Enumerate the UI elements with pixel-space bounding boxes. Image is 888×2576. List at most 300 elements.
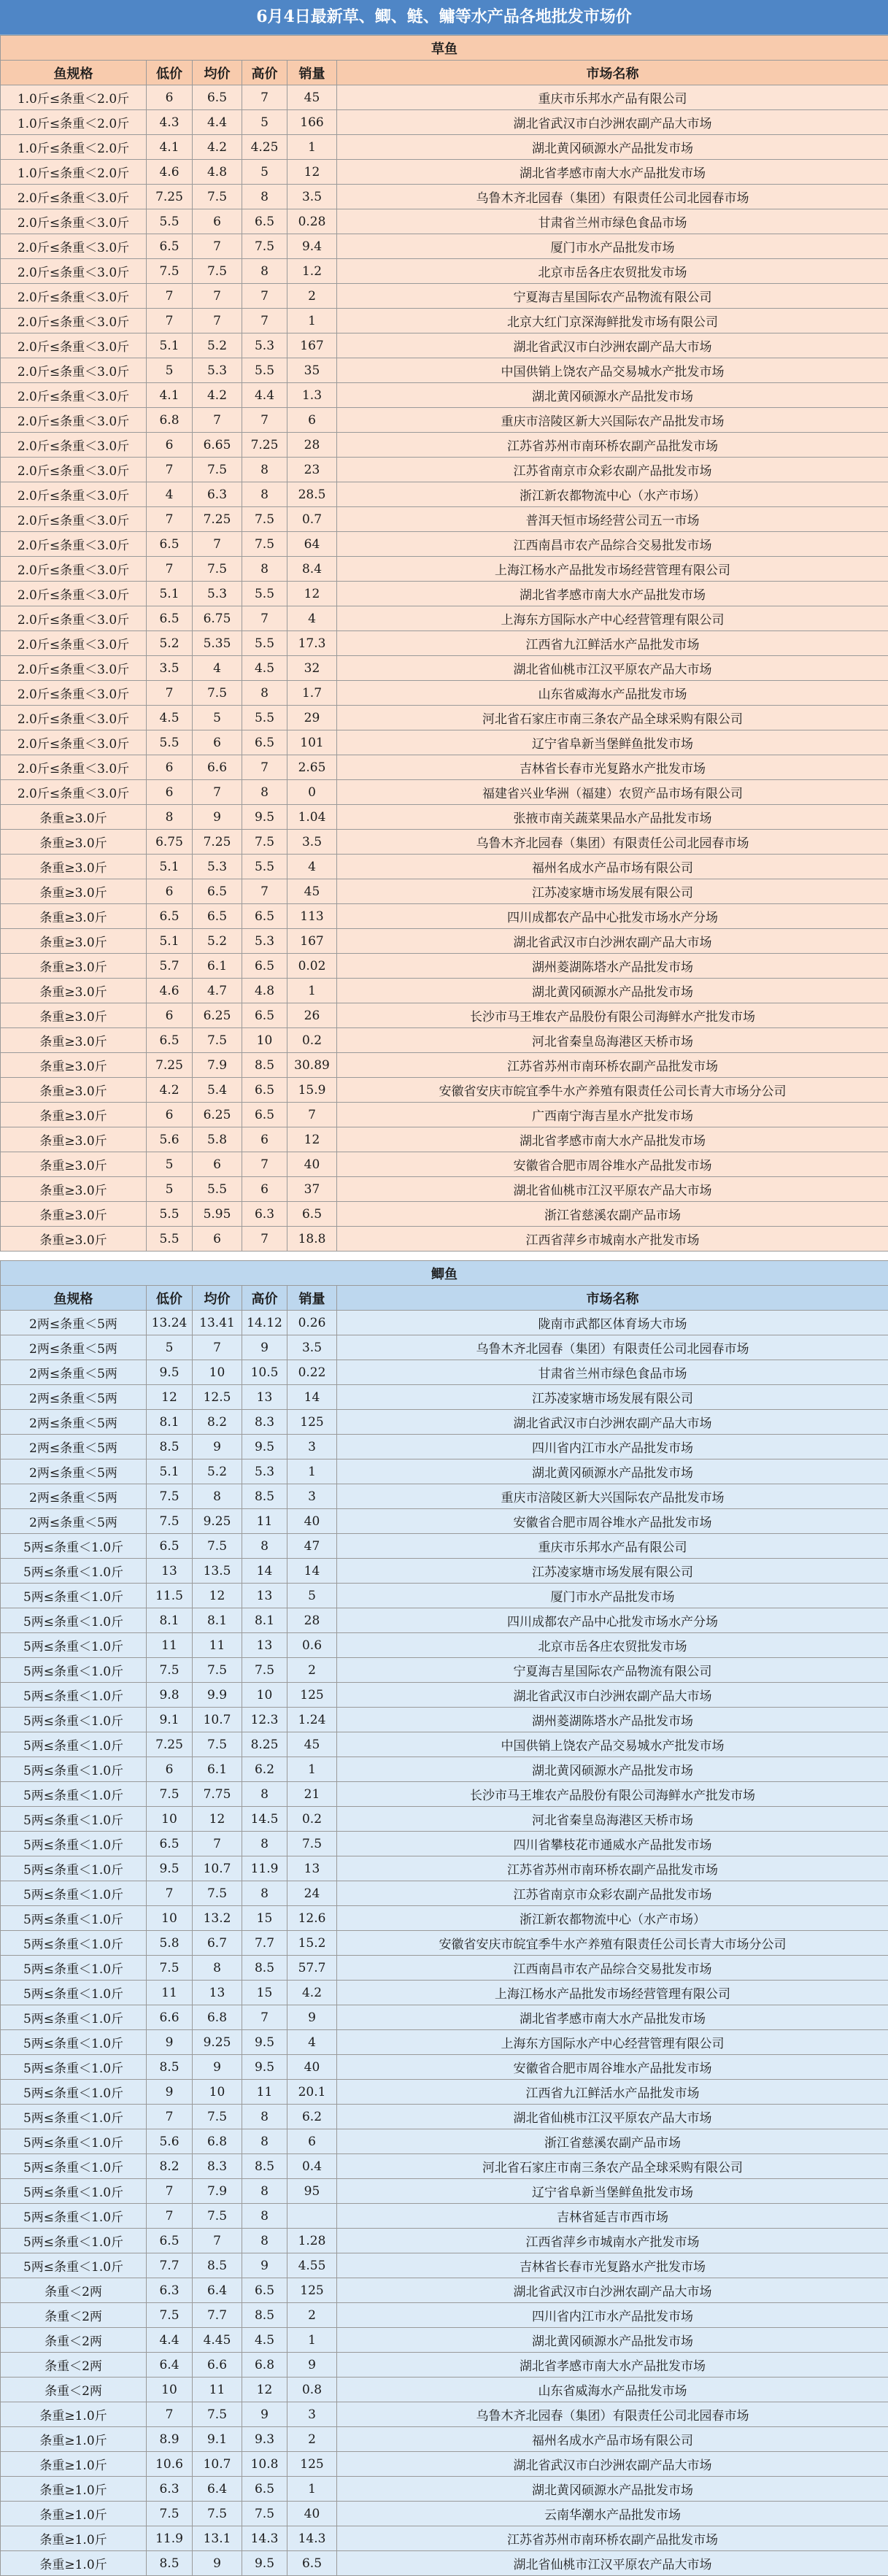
- market-name-cell: 甘肃省兰州市绿色食品市场: [337, 1360, 888, 1385]
- fish-spec-cell: 5两≤条重＜1.0斤: [1, 2253, 147, 2278]
- fish-spec-cell: 5两≤条重＜1.0斤: [1, 1956, 147, 1981]
- avg-price-cell: 5.3: [193, 358, 242, 383]
- fish-spec-cell: 5两≤条重＜1.0斤: [1, 2055, 147, 2080]
- fish-spec-cell: 5两≤条重＜1.0斤: [1, 1931, 147, 1956]
- high-price-cell: 4.5: [242, 2328, 287, 2353]
- avg-price-cell: 5: [193, 706, 242, 730]
- fish-spec-cell: 5两≤条重＜1.0斤: [1, 2129, 147, 2154]
- avg-price-cell: 6.8: [193, 2129, 242, 2154]
- avg-price-cell: 7: [193, 284, 242, 309]
- avg-price-cell: 4: [193, 656, 242, 681]
- avg-price-cell: 6.3: [193, 482, 242, 507]
- market-name-cell: 江西南昌市农产品综合交易批发市场: [337, 532, 888, 557]
- volume-cell: 8.4: [287, 557, 337, 582]
- table-row: [1, 1385, 888, 1410]
- market-name-cell: 江苏省苏州市南环桥农副产品批发市场: [337, 2526, 888, 2551]
- avg-price-cell: 6: [193, 730, 242, 755]
- low-price-cell: 7: [147, 2105, 193, 2129]
- table-row: [1, 1410, 888, 1435]
- volume-cell: 9.4: [287, 234, 337, 259]
- section-title: 鲫鱼: [1, 1261, 888, 1286]
- volume-cell: 3: [287, 1484, 337, 1509]
- high-price-cell: 4.5: [242, 656, 287, 681]
- high-price-cell: 8.5: [242, 1484, 287, 1509]
- high-price-cell: 7: [242, 606, 287, 631]
- high-price-cell: 11: [242, 1509, 287, 1534]
- high-price-cell: 13: [242, 1385, 287, 1410]
- high-price-cell: 10: [242, 1683, 287, 1708]
- table-row: [1, 2030, 888, 2055]
- avg-price-cell: 6.6: [193, 755, 242, 780]
- avg-price-cell: 5.2: [193, 1459, 242, 1484]
- market-name-cell: 湖北省孝感市南大水产品批发市场: [337, 582, 888, 606]
- fish-spec-cell: 2.0斤≤条重＜3.0斤: [1, 755, 147, 780]
- avg-price-cell: 10.7: [193, 2452, 242, 2477]
- low-price-header: 低价: [147, 1286, 193, 1311]
- high-price-cell: 7.5: [242, 830, 287, 855]
- avg-price-cell: 6.8: [193, 2005, 242, 2030]
- market-name-cell: 上海东方国际水产中心经营管理有限公司: [337, 606, 888, 631]
- market-name-cell: 北京市岳各庄农贸批发市场: [337, 259, 888, 284]
- low-price-cell: 7.25: [147, 185, 193, 209]
- fish-spec-cell: 条重≥3.0斤: [1, 904, 147, 929]
- avg-price-cell: 7.5: [193, 259, 242, 284]
- avg-price-cell: 6: [193, 1227, 242, 1252]
- avg-price-cell: 8.2: [193, 1410, 242, 1435]
- market-name-cell: 江西省萍乡市城南水产批发市场: [337, 2229, 888, 2253]
- volume-cell: 2.65: [287, 755, 337, 780]
- table-row: [1, 1981, 888, 2005]
- fish-spec-cell: 条重＜2两: [1, 2278, 147, 2303]
- avg-price-cell: 8.1: [193, 1608, 242, 1633]
- high-price-cell: 10.8: [242, 2452, 287, 2477]
- avg-price-cell: 5.95: [193, 1202, 242, 1227]
- high-price-cell: 7.5: [242, 234, 287, 259]
- low-price-cell: 4.6: [147, 979, 193, 1003]
- low-price-cell: 4.4: [147, 2328, 193, 2353]
- avg-price-cell: 10: [193, 2080, 242, 2105]
- market-name-cell: 江苏凌家塘市场发展有限公司: [337, 1559, 888, 1584]
- avg-price-cell: 11: [193, 2378, 242, 2402]
- high-price-cell: 6.5: [242, 904, 287, 929]
- fish-spec-cell: 2.0斤≤条重＜3.0斤: [1, 631, 147, 656]
- table-row: [1, 830, 888, 855]
- low-price-cell: 6.75: [147, 830, 193, 855]
- fish-spec-cell: 条重＜2两: [1, 2328, 147, 2353]
- avg-price-cell: 6.4: [193, 2278, 242, 2303]
- volume-cell: 18.8: [287, 1227, 337, 1252]
- fish-spec-cell: 条重≥3.0斤: [1, 1078, 147, 1103]
- fish-spec-cell: 5两≤条重＜1.0斤: [1, 1584, 147, 1608]
- table-row: [1, 2378, 888, 2402]
- avg-price-cell: 4.4: [193, 110, 242, 135]
- avg-price-cell: 8.5: [193, 2253, 242, 2278]
- low-price-cell: 13.24: [147, 1311, 193, 1335]
- table-row: [1, 1906, 888, 1931]
- volume-cell: 28: [287, 1608, 337, 1633]
- avg-price-header: 均价: [193, 1286, 242, 1311]
- volume-cell: 12: [287, 160, 337, 185]
- table-row: [1, 1177, 888, 1202]
- fish-spec-cell: 条重≥1.0斤: [1, 2427, 147, 2452]
- high-price-cell: 9: [242, 1335, 287, 1360]
- volume-cell: 125: [287, 1683, 337, 1708]
- low-price-cell: 5.8: [147, 1931, 193, 1956]
- high-price-cell: 7.5: [242, 532, 287, 557]
- fish-spec-cell: 条重≥1.0斤: [1, 2551, 147, 2576]
- high-price-cell: 8.5: [242, 2303, 287, 2328]
- table-row: [1, 1832, 888, 1856]
- volume-cell: 0.02: [287, 954, 337, 979]
- table-row: [1, 1053, 888, 1078]
- fish-spec-cell: 条重＜2两: [1, 2353, 147, 2378]
- avg-price-cell: 4.2: [193, 383, 242, 408]
- avg-price-cell: 12: [193, 1807, 242, 1832]
- avg-price-cell: 7: [193, 408, 242, 433]
- table-row: [1, 259, 888, 284]
- fish-spec-cell: 1.0斤≤条重＜2.0斤: [1, 135, 147, 160]
- table-row: [1, 358, 888, 383]
- avg-price-cell: 6: [193, 209, 242, 234]
- volume-cell: 12: [287, 582, 337, 606]
- low-price-cell: 4.2: [147, 1078, 193, 1103]
- volume-cell: 2: [287, 284, 337, 309]
- low-price-cell: 7: [147, 309, 193, 333]
- avg-price-cell: 9.25: [193, 1509, 242, 1534]
- low-price-cell: 6: [147, 780, 193, 805]
- avg-price-cell: 7: [193, 234, 242, 259]
- avg-price-cell: 7.25: [193, 507, 242, 532]
- high-price-cell: 6.2: [242, 1757, 287, 1782]
- market-name-cell: 江西南昌市农产品综合交易批发市场: [337, 1956, 888, 1981]
- volume-cell: 35: [287, 358, 337, 383]
- volume-cell: 0.26: [287, 1311, 337, 1335]
- high-price-cell: 6.5: [242, 2278, 287, 2303]
- volume-cell: 1: [287, 309, 337, 333]
- low-price-cell: 7.5: [147, 2502, 193, 2526]
- table-row: [1, 1683, 888, 1708]
- fish-spec-cell: 条重≥3.0斤: [1, 1152, 147, 1177]
- high-price-cell: 7.5: [242, 1658, 287, 1683]
- fish-spec-cell: 条重≥3.0斤: [1, 1053, 147, 1078]
- table-row: [1, 755, 888, 780]
- avg-price-cell: 5.8: [193, 1127, 242, 1152]
- market-name-cell: 上海江杨水产品批发市场经营管理有限公司: [337, 1981, 888, 2005]
- market-name-cell: 湖州菱湖陈塔水产品批发市场: [337, 954, 888, 979]
- fish-spec-cell: 2.0斤≤条重＜3.0斤: [1, 383, 147, 408]
- avg-price-cell: 7.5: [193, 557, 242, 582]
- table-row: [1, 1807, 888, 1832]
- volume-cell: 1: [287, 1459, 337, 1484]
- table-row: [1, 1360, 888, 1385]
- market-name-cell: 四川成都农产品中心批发市场水产分场: [337, 1608, 888, 1633]
- low-price-cell: 11: [147, 1633, 193, 1658]
- fish-spec-cell: 5两≤条重＜1.0斤: [1, 1683, 147, 1708]
- volume-cell: 15.9: [287, 1078, 337, 1103]
- volume-cell: 47: [287, 1534, 337, 1559]
- market-name-cell: 湖北省仙桃市江汉平原农产品大市场: [337, 2105, 888, 2129]
- volume-cell: 30.89: [287, 1053, 337, 1078]
- volume-cell: 7.5: [287, 1832, 337, 1856]
- table-row: [1, 929, 888, 954]
- fish-spec-cell: 条重≥1.0斤: [1, 2402, 147, 2427]
- market-name-cell: 江苏省苏州市南环桥农副产品批发市场: [337, 1053, 888, 1078]
- volume-cell: 17.3: [287, 631, 337, 656]
- low-price-cell: 11.5: [147, 1584, 193, 1608]
- high-price-cell: 7.5: [242, 507, 287, 532]
- volume-cell: 29: [287, 706, 337, 730]
- table-row: [1, 2353, 888, 2378]
- table-row: [1, 433, 888, 458]
- table-row: [1, 656, 888, 681]
- high-price-cell: 8.25: [242, 1732, 287, 1757]
- avg-price-cell: 10.7: [193, 1708, 242, 1732]
- low-price-cell: 6.4: [147, 2353, 193, 2378]
- low-price-cell: 10: [147, 1807, 193, 1832]
- market-name-cell: 湖北黄冈硕源水产品批发市场: [337, 135, 888, 160]
- fish-spec-cell: 2.0斤≤条重＜3.0斤: [1, 730, 147, 755]
- market-name-cell: 安徽省合肥市周谷堆水产品批发市场: [337, 1152, 888, 1177]
- avg-price-cell: 9: [193, 2551, 242, 2576]
- table-row: [1, 2005, 888, 2030]
- table-row: [1, 1881, 888, 1906]
- low-price-cell: 10: [147, 1906, 193, 1931]
- table-row: [1, 1584, 888, 1608]
- table-row: [1, 110, 888, 135]
- table-row: [1, 1127, 888, 1152]
- volume-header: 销量: [287, 61, 337, 85]
- market-name-cell: 福州名成水产品市场有限公司: [337, 2427, 888, 2452]
- section-title-row: [1, 36, 888, 61]
- market-name-cell: 四川成都农产品中心批发市场水产分场: [337, 904, 888, 929]
- volume-cell: 1.24: [287, 1708, 337, 1732]
- high-price-cell: 8: [242, 2129, 287, 2154]
- table-row: [1, 2253, 888, 2278]
- low-price-cell: 10: [147, 2378, 193, 2402]
- low-price-cell: 10.6: [147, 2452, 193, 2477]
- high-price-cell: 7.7: [242, 1931, 287, 1956]
- volume-cell: 3.5: [287, 185, 337, 209]
- avg-price-cell: 6.75: [193, 606, 242, 631]
- high-price-cell: 8: [242, 780, 287, 805]
- avg-price-cell: 8: [193, 1956, 242, 1981]
- high-price-cell: 7: [242, 755, 287, 780]
- high-price-cell: 8.3: [242, 1410, 287, 1435]
- volume-cell: 21: [287, 1782, 337, 1807]
- page-title: 6月4日最新草、鲫、鲢、鳙等水产品各地批发市场价: [0, 0, 888, 35]
- volume-cell: 14.3: [287, 2526, 337, 2551]
- volume-cell: 64: [287, 532, 337, 557]
- table-row: [1, 1782, 888, 1807]
- market-name-cell: 湖北省孝感市南大水产品批发市场: [337, 160, 888, 185]
- high-price-cell: 8: [242, 2204, 287, 2229]
- table-row: [1, 1633, 888, 1658]
- table-row: [1, 2402, 888, 2427]
- low-price-cell: 11: [147, 1981, 193, 2005]
- market-name-cell: 江苏省苏州市南环桥农副产品批发市场: [337, 1856, 888, 1881]
- table-row: [1, 135, 888, 160]
- market-name-cell: 江苏省南京市众彩农副产品批发市场: [337, 458, 888, 482]
- low-price-cell: 7: [147, 681, 193, 706]
- fish-spec-cell: 5两≤条重＜1.0斤: [1, 1633, 147, 1658]
- market-name-cell: 湖北省仙桃市江汉平原农产品大市场: [337, 656, 888, 681]
- section-title: 草鱼: [1, 36, 888, 61]
- low-price-cell: 6.3: [147, 2477, 193, 2502]
- high-price-cell: 7: [242, 2005, 287, 2030]
- high-price-cell: 5.3: [242, 1459, 287, 1484]
- high-price-cell: 7: [242, 1152, 287, 1177]
- table-row: [1, 1757, 888, 1782]
- high-price-cell: 9.5: [242, 2551, 287, 2576]
- market-name-cell: 湖北省武汉市白沙洲农副产品大市场: [337, 110, 888, 135]
- fish-spec-cell: 5两≤条重＜1.0斤: [1, 1832, 147, 1856]
- volume-cell: 6.5: [287, 1202, 337, 1227]
- low-price-cell: 7: [147, 284, 193, 309]
- avg-price-cell: 9.1: [193, 2427, 242, 2452]
- high-price-cell: 8: [242, 1832, 287, 1856]
- table-row: [1, 780, 888, 805]
- volume-cell: 2: [287, 2427, 337, 2452]
- high-price-cell: 9: [242, 2402, 287, 2427]
- fish-spec-cell: 条重≥3.0斤: [1, 1127, 147, 1152]
- avg-price-cell: 6.1: [193, 1757, 242, 1782]
- avg-price-cell: 7: [193, 780, 242, 805]
- fish-spec-cell: 条重≥3.0斤: [1, 1177, 147, 1202]
- fish-spec-cell: 条重＜2两: [1, 2378, 147, 2402]
- high-price-cell: 6.5: [242, 2477, 287, 2502]
- high-price-cell: 5.3: [242, 333, 287, 358]
- avg-price-cell: 5.35: [193, 631, 242, 656]
- volume-cell: 1.28: [287, 2229, 337, 2253]
- fish-spec-cell: 条重≥1.0斤: [1, 2502, 147, 2526]
- fish-spec-cell: 2.0斤≤条重＜3.0斤: [1, 557, 147, 582]
- low-price-cell: 8.5: [147, 2055, 193, 2080]
- table-row: [1, 879, 888, 904]
- volume-cell: 1.2: [287, 259, 337, 284]
- table-row: [1, 1335, 888, 1360]
- high-price-cell: 15: [242, 1906, 287, 1931]
- volume-cell: 0.28: [287, 209, 337, 234]
- avg-price-cell: 7.5: [193, 2105, 242, 2129]
- market-name-cell: 辽宁省阜新当堡鲜鱼批发市场: [337, 2179, 888, 2204]
- low-price-cell: 7: [147, 557, 193, 582]
- avg-price-cell: 7.75: [193, 1782, 242, 1807]
- avg-price-cell: 10: [193, 1360, 242, 1385]
- avg-price-cell: 12: [193, 1584, 242, 1608]
- volume-cell: 125: [287, 2278, 337, 2303]
- low-price-cell: 5: [147, 1177, 193, 1202]
- high-price-cell: 4.4: [242, 383, 287, 408]
- high-price-cell: 8: [242, 482, 287, 507]
- market-name-cell: 安徽省安庆市皖宜季牛水产养殖有限责任公司长青大市场分公司: [337, 1931, 888, 1956]
- table-row: [1, 1559, 888, 1584]
- table-row: [1, 309, 888, 333]
- low-price-cell: 9: [147, 2030, 193, 2055]
- low-price-cell: 4.1: [147, 135, 193, 160]
- low-price-cell: 7.7: [147, 2253, 193, 2278]
- volume-cell: 24: [287, 1881, 337, 1906]
- high-price-cell: 9: [242, 2253, 287, 2278]
- volume-cell: 1: [287, 979, 337, 1003]
- low-price-cell: 6.5: [147, 904, 193, 929]
- table-row: [1, 954, 888, 979]
- high-price-cell: 9.5: [242, 2055, 287, 2080]
- avg-price-cell: 13.1: [193, 2526, 242, 2551]
- market-name-cell: 中国供销上饶农产品交易城水产批发市场: [337, 1732, 888, 1757]
- low-price-header: 低价: [147, 61, 193, 85]
- fish-spec-cell: 2两≤条重＜5两: [1, 1335, 147, 1360]
- volume-cell: 166: [287, 110, 337, 135]
- high-price-cell: 6.5: [242, 1103, 287, 1127]
- volume-cell: 3.5: [287, 1335, 337, 1360]
- volume-cell: 9: [287, 2353, 337, 2378]
- low-price-cell: 9: [147, 2080, 193, 2105]
- fish-spec-cell: 条重≥3.0斤: [1, 1103, 147, 1127]
- high-price-cell: 6.8: [242, 2353, 287, 2378]
- high-price-cell: 6: [242, 1177, 287, 1202]
- fish-spec-cell: 条重≥3.0斤: [1, 1028, 147, 1053]
- low-price-cell: 7: [147, 2204, 193, 2229]
- fish-spec-cell: 2.0斤≤条重＜3.0斤: [1, 259, 147, 284]
- avg-price-cell: 9: [193, 805, 242, 830]
- volume-cell: 5: [287, 1584, 337, 1608]
- high-price-cell: 9.5: [242, 1435, 287, 1459]
- fish-spec-cell: 2.0斤≤条重＜3.0斤: [1, 507, 147, 532]
- low-price-cell: 7.5: [147, 1484, 193, 1509]
- avg-price-cell: 7: [193, 1335, 242, 1360]
- table-row: [1, 1534, 888, 1559]
- avg-price-cell: 6.25: [193, 1003, 242, 1028]
- market-name-cell: 乌鲁木齐北园春（集团）有限责任公司北园春市场: [337, 2402, 888, 2427]
- low-price-cell: 4.1: [147, 383, 193, 408]
- volume-cell: 40: [287, 2055, 337, 2080]
- high-price-cell: 8.1: [242, 1608, 287, 1633]
- fish-spec-cell: 5两≤条重＜1.0斤: [1, 1881, 147, 1906]
- volume-cell: 0.4: [287, 2154, 337, 2179]
- fish-spec-cell: 条重≥3.0斤: [1, 1202, 147, 1227]
- avg-price-cell: 6.5: [193, 879, 242, 904]
- low-price-cell: 6: [147, 755, 193, 780]
- low-price-cell: 8.1: [147, 1608, 193, 1633]
- high-price-cell: 8: [242, 458, 287, 482]
- high-price-cell: 14.5: [242, 1807, 287, 1832]
- volume-header: 销量: [287, 1286, 337, 1311]
- price-tables: [0, 35, 888, 2576]
- market-name-cell: 重庆市乐邦水产品有限公司: [337, 1534, 888, 1559]
- fish-spec-cell: 2.0斤≤条重＜3.0斤: [1, 706, 147, 730]
- volume-cell: 37: [287, 1177, 337, 1202]
- volume-cell: 0.2: [287, 1028, 337, 1053]
- table-row: [1, 1658, 888, 1683]
- market-name-cell: 湖北省仙桃市江汉平原农产品大市场: [337, 2551, 888, 2576]
- table-row: [1, 1856, 888, 1881]
- market-name-cell: 云南华潮水产品批发市场: [337, 2502, 888, 2526]
- market-name-cell: 浙江省慈溪农副产品市场: [337, 1202, 888, 1227]
- low-price-cell: 6: [147, 879, 193, 904]
- high-price-cell: 6.5: [242, 1003, 287, 1028]
- market-name-cell: 辽宁省阜新当堡鲜鱼批发市场: [337, 730, 888, 755]
- market-name-cell: 安徽省安庆市皖宜季牛水产养殖有限责任公司长青大市场分公司: [337, 1078, 888, 1103]
- market-name-cell: 河北省石家庄市南三条农产品全球采购有限公司: [337, 2154, 888, 2179]
- market-name-cell: 安徽省合肥市周谷堆水产品批发市场: [337, 1509, 888, 1534]
- high-price-cell: 5: [242, 160, 287, 185]
- column-header-row: [1, 61, 888, 85]
- low-price-cell: 8.1: [147, 1410, 193, 1435]
- low-price-cell: 5.1: [147, 582, 193, 606]
- avg-price-cell: 13.2: [193, 1906, 242, 1931]
- avg-price-cell: 7.5: [193, 681, 242, 706]
- market-name-cell: 江苏凌家塘市场发展有限公司: [337, 879, 888, 904]
